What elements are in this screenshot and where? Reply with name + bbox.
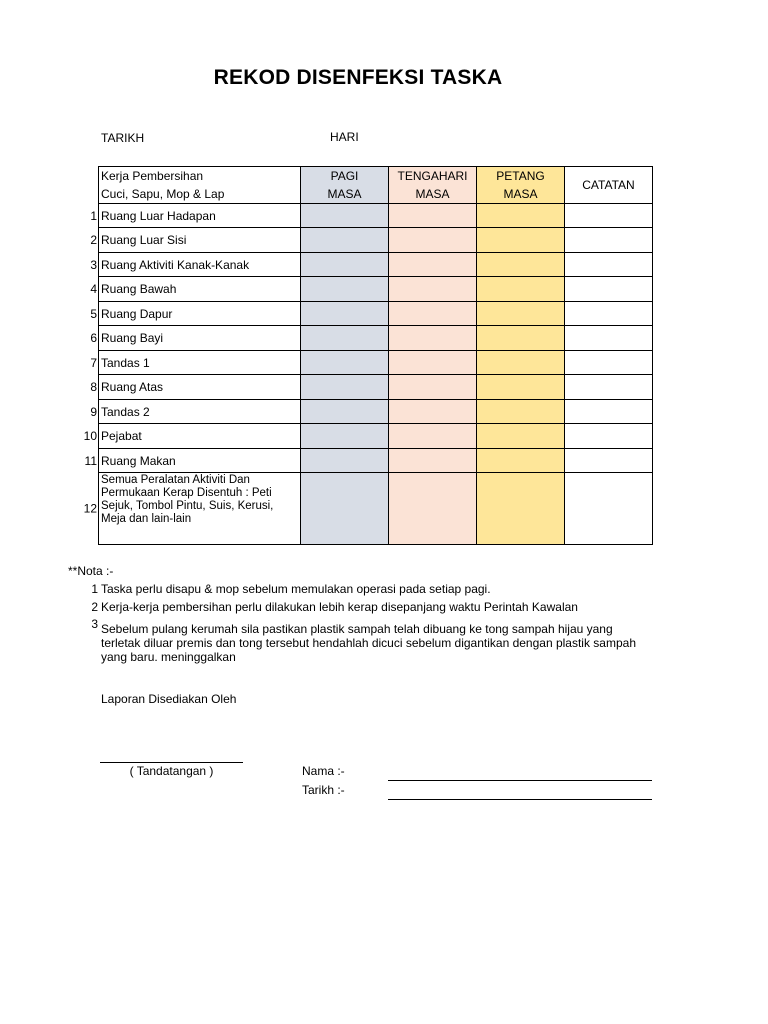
row-number: 4 [90,282,97,296]
task-cell [90,228,301,253]
row-number: 5 [90,306,97,321]
task-cell [83,473,301,545]
task-cell [90,253,301,277]
petang-time-cell[interactable] [477,351,565,375]
table-row [99,351,653,375]
day-label: HARI [330,130,359,144]
task-header-line2: Cuci, Sapu, Mop & Lap [101,187,225,201]
row-number: 8 [90,380,97,394]
tengahari-time-cell[interactable] [389,253,477,277]
footer-date-line[interactable] [388,799,652,800]
task-name: Semua Peralatan Aktiviti Dan Permukaan Kerap Disentuh : Peti Sejuk, Tombol Pintu, Suis, Kerusi, Meja dan lain-lain [101,474,274,525]
tengahari-column-header [389,167,477,204]
pagi-time-cell[interactable] [301,351,389,375]
signature-line[interactable] [100,762,243,763]
task-name: Ruang Makan [101,453,176,468]
task-cell [90,204,301,228]
name-line[interactable] [388,780,652,781]
date-label: TARIKH [101,131,145,145]
catatan-cell[interactable] [565,253,653,277]
note-number: 1 [91,582,98,596]
tengahari-time-cell[interactable] [389,351,477,375]
catatan-cell[interactable] [565,400,653,424]
row-number: 9 [90,404,97,419]
task-name: Pejabat [101,429,142,443]
petang-time-cell[interactable] [477,277,565,302]
row-number: 2 [90,233,97,247]
pagi-time-cell[interactable] [301,400,389,424]
task-cell [90,351,301,375]
catatan-cell[interactable] [565,277,653,302]
pagi-time-cell[interactable] [301,473,389,545]
tengahari-time-cell[interactable] [389,424,477,449]
petang-time-cell[interactable] [477,204,565,228]
table-row [99,228,653,253]
tengahari-time-cell[interactable] [389,326,477,351]
task-name: Ruang Dapur [101,306,173,321]
pagi-column-header [301,167,389,204]
petang-time-cell[interactable] [477,424,565,449]
table-row [99,277,653,302]
pagi-time-cell[interactable] [301,277,389,302]
notes-label: **Nota :- [68,564,114,578]
petang-time-cell[interactable] [477,449,565,473]
disinfection-table [83,166,653,545]
pagi-time-cell[interactable] [301,375,389,400]
task-cell [90,375,301,400]
tengahari-time-cell[interactable] [389,302,477,326]
column-header-line2: MASA [415,187,450,201]
table-row [99,449,653,473]
table-row [99,473,653,545]
petang-time-cell[interactable] [477,253,565,277]
table-row [99,400,653,424]
row-number: 10 [83,429,97,443]
catatan-cell[interactable] [565,351,653,375]
table-row [99,326,653,351]
row-number: 3 [90,257,97,272]
tengahari-time-cell[interactable] [389,400,477,424]
task-header-line1: Kerja Pembersihan [101,169,204,183]
table-row [99,204,653,228]
column-header-line1: PAGI [330,169,359,183]
task-cell [90,302,301,326]
task-name: Tandas 1 [101,355,150,370]
catatan-cell[interactable] [565,326,653,351]
catatan-cell[interactable] [565,449,653,473]
task-name: Ruang Bawah [101,282,177,296]
tengahari-time-cell[interactable] [389,375,477,400]
task-name: Ruang Aktiviti Kanak-Kanak [101,257,250,272]
task-name: Ruang Atas [101,380,164,394]
tengahari-time-cell[interactable] [389,277,477,302]
note-number: 3 [91,617,98,631]
petang-time-cell[interactable] [477,228,565,253]
task-cell [90,277,301,302]
tengahari-time-cell[interactable] [389,204,477,228]
column-header-line2: MASA [327,187,362,201]
tengahari-time-cell[interactable] [389,449,477,473]
task-cell [90,326,301,351]
column-header-line1: CATATAN [582,178,635,192]
task-name: Ruang Luar Hadapan [101,208,216,223]
page-title: REKOD DISENFEKSI TASKA [213,66,503,89]
prepared-by-label: Laporan Disediakan Oleh [101,692,237,706]
table-header-row [99,167,653,204]
task-name: Tandas 2 [101,404,150,419]
pagi-time-cell[interactable] [301,449,389,473]
catatan-cell[interactable] [565,424,653,449]
petang-time-cell[interactable] [477,375,565,400]
task-cell [90,400,301,424]
pagi-time-cell[interactable] [301,302,389,326]
catatan-cell[interactable] [565,375,653,400]
column-header-line1: TENGAHARI [397,169,468,183]
task-name: Ruang Bayi [101,331,164,345]
catatan-column-header [565,167,653,204]
petang-time-cell[interactable] [477,326,565,351]
pagi-time-cell[interactable] [301,326,389,351]
catatan-cell[interactable] [565,204,653,228]
petang-time-cell[interactable] [477,473,565,545]
task-column-header [99,167,301,204]
pagi-time-cell[interactable] [301,228,389,253]
task-cell [84,449,301,473]
pagi-time-cell[interactable] [301,424,389,449]
name-label: Nama :- [302,764,345,778]
column-header-line1: PETANG [496,169,545,183]
table-row [99,253,653,277]
footer-date-label: Tarikh :- [302,783,345,797]
catatan-cell[interactable] [565,302,653,326]
note-text: Taska perlu disapu & mop sebelum memulakan operasi pada setiap pagi. [101,582,491,596]
petang-column-header [477,167,565,204]
row-number: 1 [90,208,97,223]
table-row [99,375,653,400]
note-number: 2 [91,600,98,614]
note-text: Kerja-kerja pembersihan perlu dilakukan lebih kerap disepanjang waktu Perintah Kawalan [101,600,578,614]
tengahari-time-cell[interactable] [389,228,477,253]
table-row [99,302,653,326]
row-number: 12 [83,501,97,515]
signature-label: ( Tandatangan ) [129,764,214,778]
table-row [99,424,653,449]
row-number: 11 [84,453,97,468]
note-text: Sebelum pulang kerumah sila pastikan plastik sampah telah dibuang ke tong sampah hijau yang terletak diluar premis dan tong tersebut hendahlah dicuci sebelum digantikan dengan plastik sampah yang baru. meninggalkan [101,622,637,664]
catatan-cell[interactable] [565,473,653,545]
pagi-time-cell[interactable] [301,204,389,228]
column-header-line2: MASA [503,187,538,201]
row-number: 7 [90,355,97,370]
row-number: 6 [90,331,97,345]
task-name: Ruang Luar Sisi [101,233,187,247]
tengahari-time-cell[interactable] [389,473,477,545]
petang-time-cell[interactable] [477,302,565,326]
task-cell [83,424,301,449]
catatan-cell[interactable] [565,228,653,253]
pagi-time-cell[interactable] [301,253,389,277]
petang-time-cell[interactable] [477,400,565,424]
